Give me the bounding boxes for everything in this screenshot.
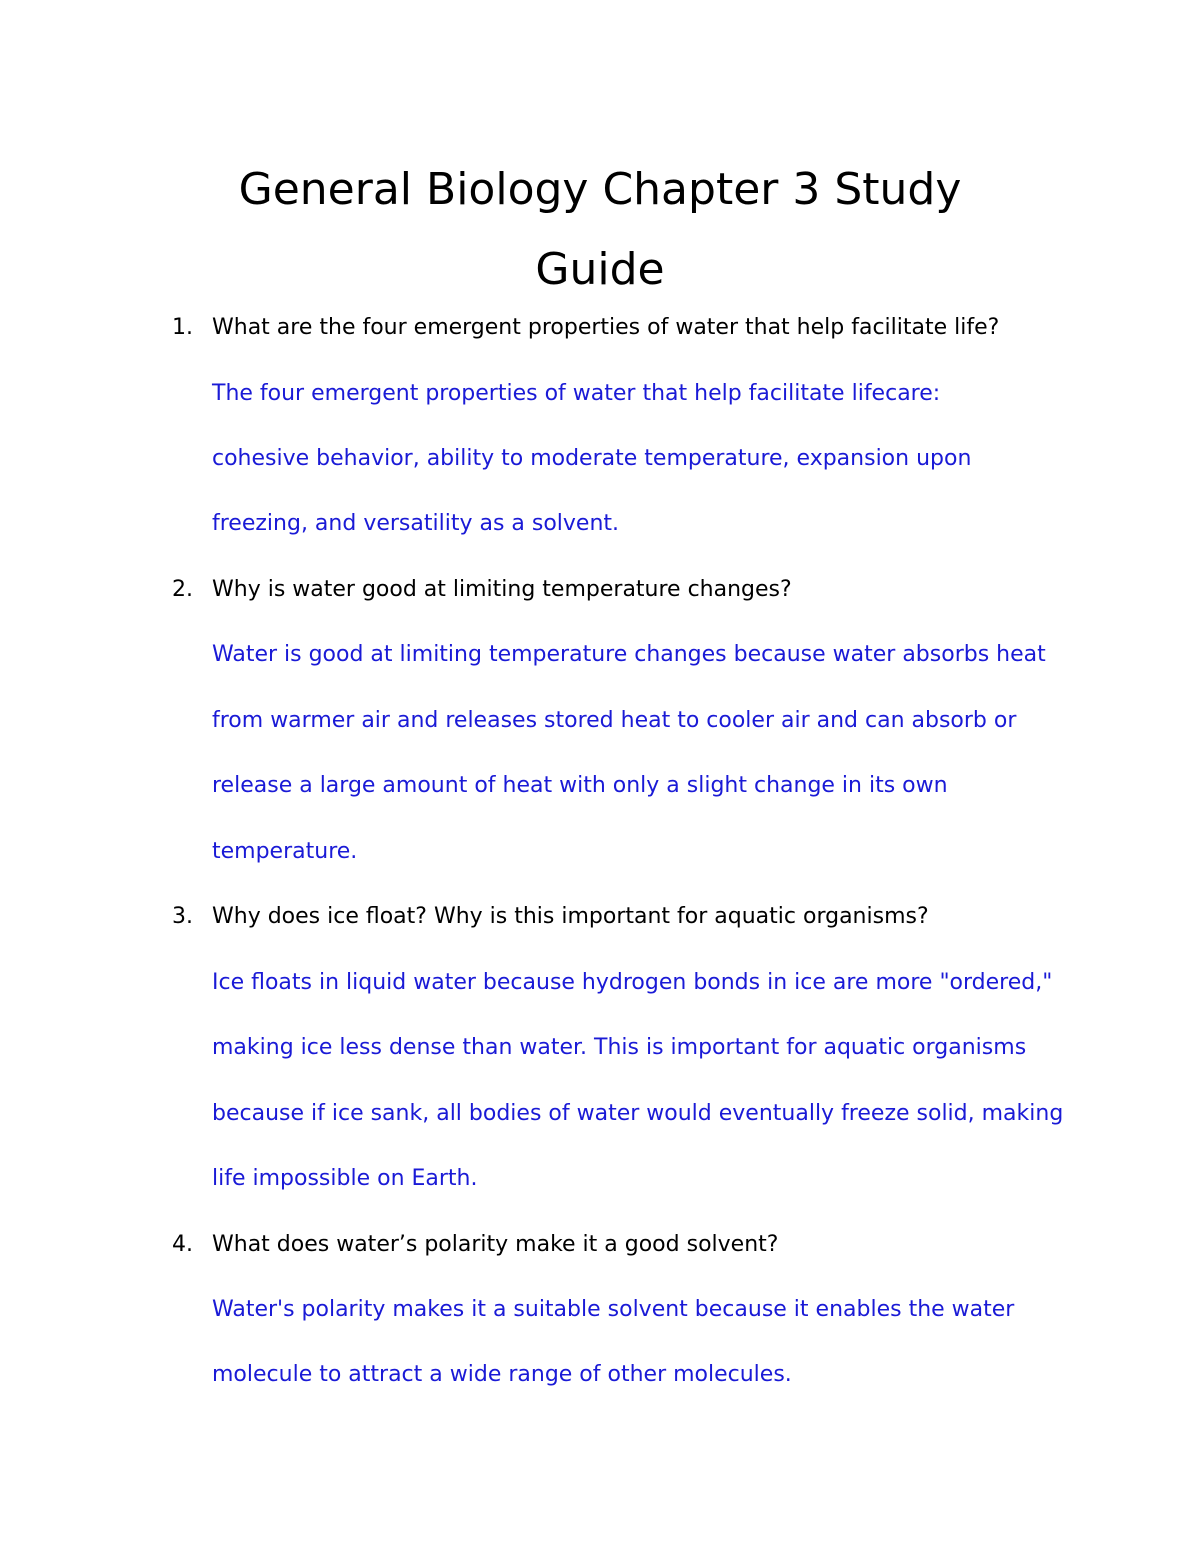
answer-line: Ice floats in liquid water because hydrogen bonds in ice are more "ordered," bbox=[212, 970, 1053, 995]
question-number: 4. bbox=[172, 1232, 193, 1257]
answer-line: because if ice sank, all bodies of water would eventually freeze solid, making bbox=[212, 1101, 1064, 1126]
question-text: Why is water good at limiting temperature changes? bbox=[212, 577, 792, 602]
answer-line: molecule to attract a wide range of other molecules. bbox=[212, 1362, 792, 1387]
answer-line: Water's polarity makes it a suitable solvent because it enables the water bbox=[212, 1297, 1015, 1322]
answer-line: cohesive behavior, ability to moderate temperature, expansion upon bbox=[212, 446, 972, 471]
answer-line: Water is good at limiting temperature changes because water absorbs heat bbox=[212, 642, 1046, 667]
answer-line: The four emergent properties of water that help facilitate lifecare: bbox=[212, 381, 941, 406]
answer-line: from warmer air and releases stored heat to cooler air and can absorb or bbox=[212, 708, 1017, 733]
title-line-2: Guide bbox=[535, 244, 665, 295]
question-text: What does water’s polarity make it a good solvent? bbox=[212, 1232, 779, 1257]
answer-line: temperature. bbox=[212, 839, 358, 864]
question-number: 3. bbox=[172, 904, 193, 929]
answer-line: freezing, and versatility as a solvent. bbox=[212, 511, 620, 536]
document-title bbox=[0, 150, 1200, 310]
question-text: Why does ice float? Why is this important for aquatic organisms? bbox=[212, 904, 929, 929]
question-number: 2. bbox=[172, 577, 193, 602]
question-text: What are the four emergent properties of water that help facilitate life? bbox=[212, 315, 1000, 340]
title-line-1: General Biology Chapter 3 Study bbox=[238, 164, 962, 215]
answer-line: release a large amount of heat with only a slight change in its own bbox=[212, 773, 948, 798]
answer-line: life impossible on Earth. bbox=[212, 1166, 478, 1191]
answer-line: making ice less dense than water. This is important for aquatic organisms bbox=[212, 1035, 1027, 1060]
question-number: 1. bbox=[172, 315, 193, 340]
